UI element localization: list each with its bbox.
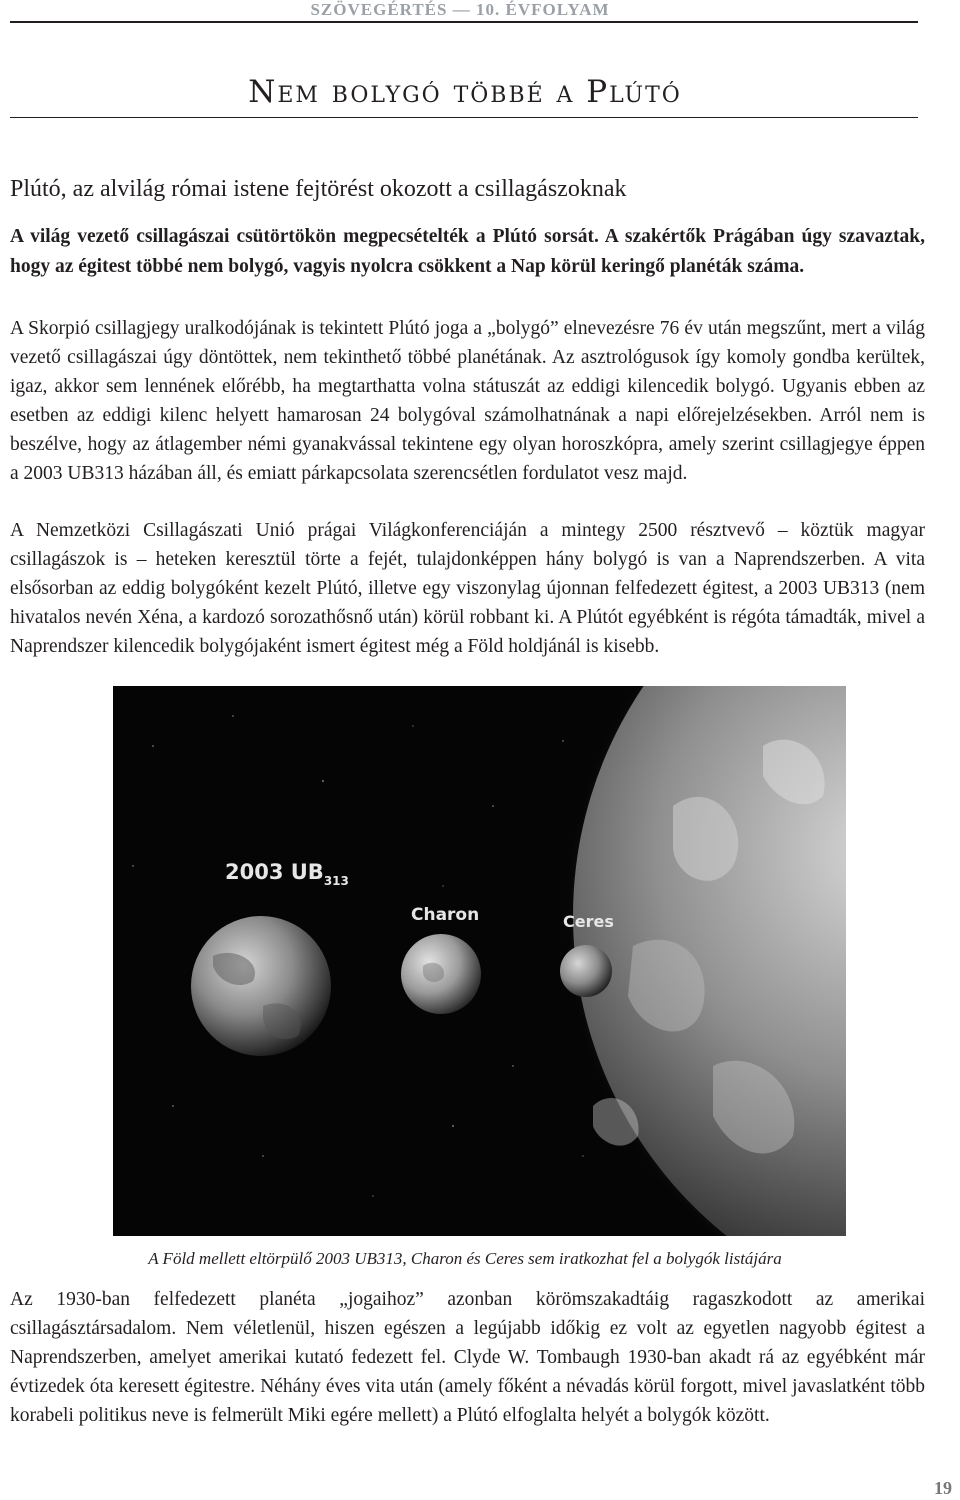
planets-figure <box>113 686 846 1236</box>
header-rule <box>10 21 918 23</box>
label-charon: Charon <box>411 905 480 925</box>
label-ub313: 2003 $UB_{313}$ <box>225 860 349 888</box>
article-lead: A világ vezető csillagászai csütörtökön megpecsételték a Plútó sorsát. A szakértők Prágában úgy szavaztak, hogy az égitest többé nem bolygó, vagyis nyolcra csökkent a Nap körül keringő planéták száma. <box>10 226 925 277</box>
label-ceres: Ceres <box>563 912 614 931</box>
ub313-planet-icon <box>191 916 331 1056</box>
ceres-icon <box>560 945 612 997</box>
figure-caption: A Föld mellett eltörpülő 2003 UB313, Charon és Ceres sem iratkozhat fel a bolygók listájára <box>148 1249 782 1268</box>
title-rule <box>10 117 918 118</box>
charon-moon-icon <box>401 934 481 1014</box>
page-number: 19 <box>934 1478 952 1498</box>
paragraph-3: Az 1930-ban felfedezett planéta „jogaihoz” azonban körömszakadtáig ragaszkodott az amerikai csillagásztársadalom. Nem véletlenül, hiszen egészen a legújabb időkig ez volt az egyetlen nagyobb égitest a Naprendszerben, amelyet amerikai kutató fedezett fel. Clyde W. Tombaugh 1930-ban akadt rá az egyébként már évtizedek óta keresett égitestre. Néhány éves vita után (amely főként a névadás körül forgott, mivel javaslatként több korabeli politikus neve is felmerült Miki egére mellett) a Plútó elfoglalta helyét a bolygók között. <box>10 1289 925 1426</box>
running-head: SZÖVEGÉRTÉS — 10. ÉVFOLYAM <box>310 0 610 19</box>
paragraph-1: A Skorpió csillagjegy uralkodójának is tekintett Plútó joga a „bolygó” elnevezésre 76 év után megszűnt, mert a világ vezető csillagászai úgy döntöttek, nem tekinthető többé planétának. Az asztrológusok így komoly gondba kerültek, igaz, akkor sem lennének előrébb, ha megtarthatta volna státuszát az eddigi kilencedik bolygó. Ugyanis ebben az esetben az eddigi kilenc helyett hamarosan 24 bolygóval számolhatnának a napi előrejelzésekben. Arról nem is beszélve, hogy az átlagember némi gyanakvással tekintene egy olyan horoszkópra, amely szerint csillagjegye éppen a 2003 UB313 házában áll, és emiatt párkapcsolata szerencsétlen fordulatot vesz majd. <box>10 318 925 484</box>
paragraph-2: A Nemzetközi Csillagászati Unió prágai Világkonferenciáján a mintegy 2500 résztvevő – köztük magyar csillagászok is – heteken keresztül törte a fejét, tulajdonképpen hány bolygó is van a Naprendszerben. A vita elsősorban az eddig bolygóként kezelt Plútó, illetve egy viszonylag újonnan felfedezett égitest, a 2003 UB313 (nem hivatalos nevén Xéna, a kardozó sorozathősnő után) körül robbant ki. A Plútót egyébként is régóta támadták, mivel a Naprendszer kilencedik bolygójaként ismert égitest még a Föld holdjánál is kisebb. <box>10 520 925 657</box>
article-subtitle: Plútó, az alvilág római istene fejtörést okozott a csillagászoknak <box>10 176 627 202</box>
article-title: Nem bolygó többé a Plútó <box>248 74 682 110</box>
